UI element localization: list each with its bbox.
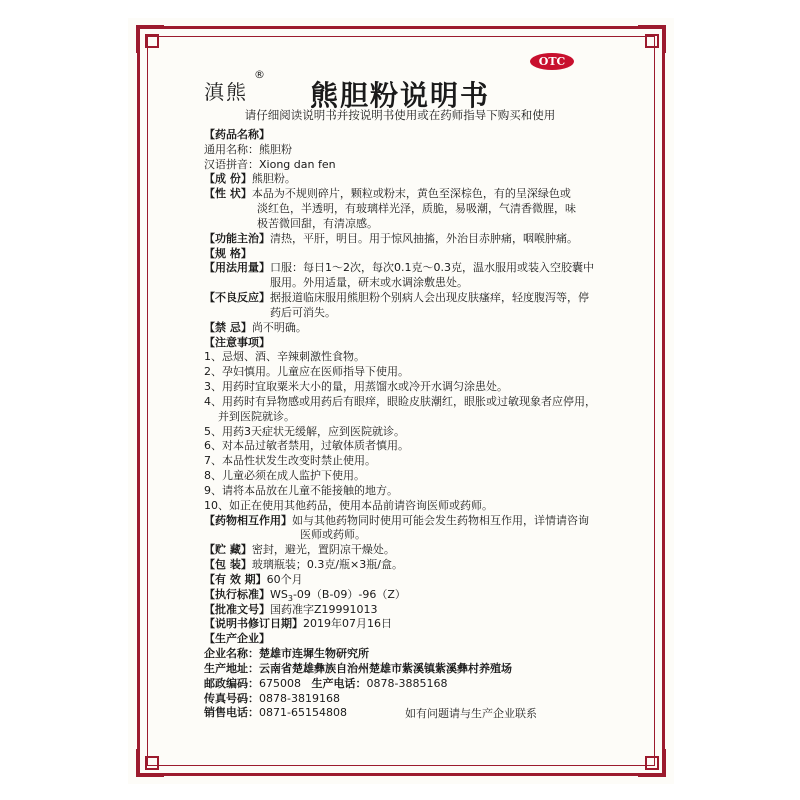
properties-row: 【性 状】本品为不规则碎片，颗粒或粉末，黄色至深棕色，有的呈深绿色或 xyxy=(204,187,571,201)
precaution-item: 1、忌烟、酒、辛辣刺激性食物。 xyxy=(204,350,365,364)
precaution-item: 7、本品性状发生改变时禁止使用。 xyxy=(204,454,376,468)
precaution-item: 3、用药时宜取粟米大小的量，用蒸馏水或冷开水调匀涂患处。 xyxy=(204,380,508,394)
precaution-item-cont: 并到医院就诊。 xyxy=(218,409,295,423)
revision-row: 【说明书修订日期】2019年07月16日 xyxy=(204,617,392,631)
adverse-cont-1: 药后可消失。 xyxy=(270,305,336,319)
package-row: 【包 装】玻璃瓶装；0.3克/瓶×3瓶/盒。 xyxy=(204,558,403,572)
drug-name-header: 【药品名称】 xyxy=(204,128,270,141)
address-row: 生产地址：云南省楚雄彝族自治州楚雄市紫溪镇紫溪彝村养殖场 xyxy=(204,661,512,675)
precaution-item: 6、对本品过敏者禁用，过敏体质者慎用。 xyxy=(204,439,409,453)
document-subtitle: 请仔细阅读说明书并按说明书使用或在药师指导下购买和使用 xyxy=(244,108,556,122)
common-name-row: 通用名称：熊胆粉 xyxy=(204,142,292,156)
brand-logo: 滇熊 xyxy=(204,80,248,104)
fax-row: 传真号码：0878-3819168 xyxy=(204,691,340,705)
usage-cont-1: 服用。外用适量，研末或水调涂敷患处。 xyxy=(270,276,468,290)
interactions-cont-1: 医师或药师。 xyxy=(300,528,366,542)
sales-row: 销售电话：0871-65154808 xyxy=(204,706,347,720)
precaution-item: 9、请将本品放在儿童不能接触的地方。 xyxy=(204,483,398,497)
precaution-item: 4、用药时有异物感或用药后有眼痒，眼睑皮肤潮红，眼胀或过敏现象者应停用， xyxy=(204,394,596,408)
registered-mark: ® xyxy=(254,68,265,81)
indications-row: 【功能主治】清热，平肝，明目。用于惊风抽搐，外治目赤肿痛，咽喉肿痛。 xyxy=(204,231,578,245)
document-title: 熊胆粉说明书 xyxy=(309,79,490,112)
adverse-row: 【不良反应】据报道临床服用熊胆粉个别病人会出现皮肤瘙痒，轻度腹泻等，停 xyxy=(204,291,589,305)
precaution-item: 5、用药3天症状无缓解，应到医院就诊。 xyxy=(204,424,405,438)
corner-ornament-bottom-right xyxy=(638,749,666,777)
corner-ornament-top-right xyxy=(638,25,666,53)
specification-row: 【规 格】 xyxy=(204,246,252,260)
ingredients-row: 【成 份】熊胆粉。 xyxy=(204,172,296,186)
properties-cont-1: 淡红色，半透明，有玻璃样光泽，质脆，易吸潮，气清香微腥，味 xyxy=(257,202,576,216)
validity-row: 【有 效 期】60个月 xyxy=(204,572,303,586)
standard-row: 【执行标准】$WS_3-09(B-09)-96(Z)$ xyxy=(204,587,406,603)
contraindications-row: 【禁 忌】尚不明确。 xyxy=(204,320,307,334)
otc-badge: OTC xyxy=(530,53,574,70)
precaution-item: 10、如正在使用其他药品，使用本品前请咨询医师或药师。 xyxy=(204,498,493,512)
approval-row: 【批准文号】国药准字Z19991013 xyxy=(204,602,378,616)
corner-ornament-top-left xyxy=(136,25,164,53)
contact-note: 如有问题请与生产企业联系 xyxy=(405,707,537,721)
interactions-row: 【药物相互作用】如与其他药物同时使用可能会发生药物相互作用，详情请咨询 xyxy=(204,513,589,527)
usage-row: 【用法用量】口服：每日1～2次，每次0.1克～0.3克，温水服用或装入空胶囊中 xyxy=(204,261,594,275)
company-row: 企业名称：楚雄市连墀生物研究所 xyxy=(204,647,369,661)
properties-cont-2: 极苦微回甜，有清凉感。 xyxy=(257,216,378,230)
pinyin-row: 汉语拼音：Xiong dan fen xyxy=(204,157,336,171)
contact-rows: 邮政编码：675008 生产电话：0878-3885168 xyxy=(204,676,448,690)
storage-row: 【贮 藏】密封，避光，置阴凉干燥处。 xyxy=(204,543,395,557)
manufacturer-header: 【生产企业】 xyxy=(204,632,270,646)
corner-ornament-bottom-left xyxy=(136,749,164,777)
precaution-item: 2、孕妇慎用。儿童应在医师指导下使用。 xyxy=(204,365,409,379)
precautions-header: 【注意事项】 xyxy=(204,335,270,349)
precaution-item: 8、儿童必须在成人监护下使用。 xyxy=(204,469,365,483)
